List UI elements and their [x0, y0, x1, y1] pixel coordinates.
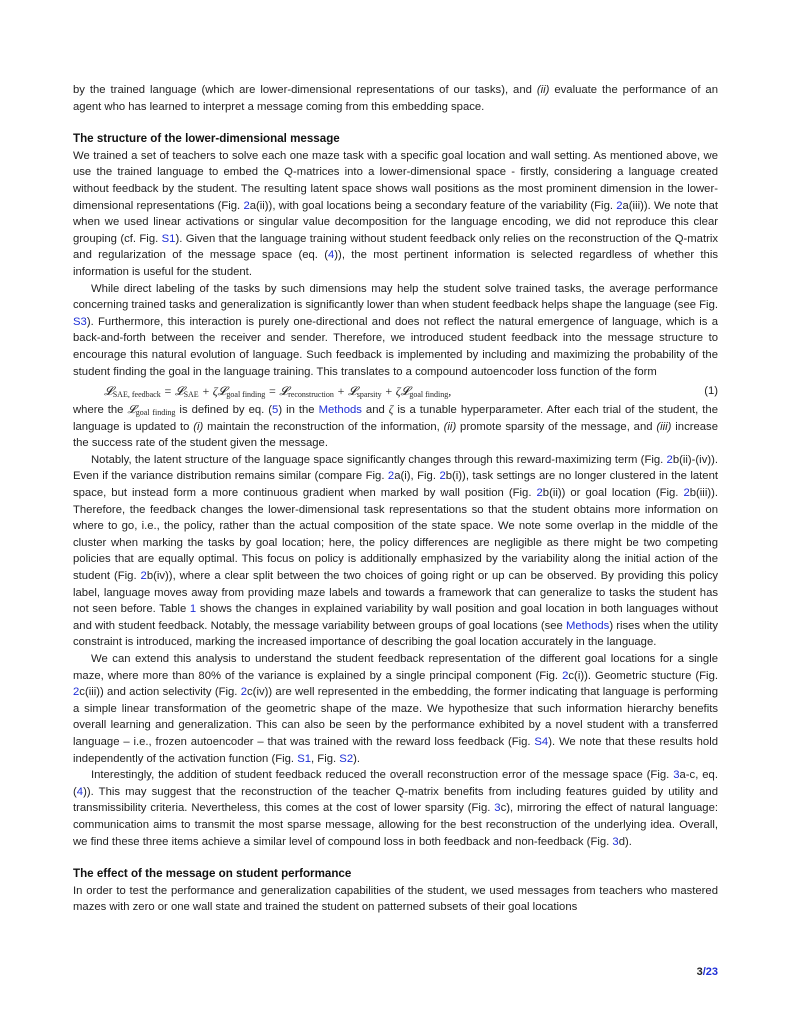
figure-link[interactable]: S3	[73, 315, 87, 328]
page-current: 3	[696, 966, 703, 978]
inline-math: ζ	[388, 404, 394, 417]
text: ) rises when the utility constraint is introduced, marking the increased importance of describing the goal location accurately in the language.	[73, 619, 718, 649]
figure-link[interactable]: 2	[666, 453, 673, 466]
text: Notably, the latent structure of the language space significantly changes through this reward-maximizing term (Fig.	[91, 453, 667, 466]
figure-link[interactable]: 2	[140, 570, 147, 583]
table-link[interactable]: 1	[189, 603, 197, 616]
text: ). Furthermore, this interaction is purely one-directional and does not reflect the natural emergence of language, which is a back-and-forth between the receiver and sender. Therefore, we introduced student feedback into the message structure to encourage this natural evolution of language. Such feedback is implemented by including and maximizing the probability of the student finding the goal in the language training. This translates to a compound autoencoder loss function of the form	[73, 315, 718, 378]
inline-math: 𝓛$_{goal finding}$	[127, 404, 176, 418]
text: )), the most pertinent information is selected regardless of whether this information is useful for the student.	[73, 249, 718, 278]
page-separator: /	[702, 966, 706, 978]
text: c(iv)) are well represented in the embedding, the former indicating that language is performing a simple linear transformation of the geometric shape of the maze. We hypothesize that such information hierarchy benefits overall learning and generalization. This can also be seen by the performance exhibited by a novel student with a transferred language – i.e., frozen autoencoder – that was trained with the reward loss feedback (Fig.	[73, 686, 718, 748]
text: )). This may suggest that the reconstruction of the teacher Q-matrix benefits from including features guided by utility and transmissibility criteria. Nevertheless, this comes at the cost of lower sparsity (Fig.	[73, 785, 718, 815]
enum-marker: (ii)	[536, 84, 550, 96]
equation-link[interactable]: 4	[76, 785, 84, 798]
text: b(iv)), where a clear split between the two choices of going right or up can be observed. By providing this policy label, language moves away from providing maze labels and towards a framework that can generalize to tasks the student has not seen before. Table	[73, 570, 719, 616]
text: b(ii)) or goal location (Fig.	[542, 487, 684, 500]
text: c(iii)) and action selectivity (Fig.	[79, 686, 241, 699]
equation-expression: 𝓛$_{SAE, feedback}$ = 𝓛$_{SAE}$ + ζ𝓛$_{goal finding}$ = 𝓛$_{reconstruction}$ + 𝓛$_{sparsity}$ + ζ𝓛$_{goal finding}$,	[104, 384, 452, 400]
figure-link[interactable]: 3	[673, 769, 680, 782]
text: a(iii)). We note that when we used linear activations or singular value decomposition for the language encoding, we did not reproduce this clear grouping (cf. Fig.	[73, 199, 718, 245]
figure-link[interactable]: 2	[562, 669, 569, 682]
paragraph-5	[73, 651, 718, 767]
paper-page	[73, 82, 718, 916]
figure-link[interactable]: S1	[161, 232, 176, 245]
text: increase the success rate of the student given the message.	[73, 420, 718, 450]
section-heading: The structure of the lower-dimensional message	[73, 132, 340, 146]
text: Interestingly, the addition of student feedback reduced the overall reconstruction error of the message space (Fig.	[91, 769, 674, 782]
figure-link[interactable]: 3	[494, 802, 501, 815]
equation-1	[73, 381, 718, 402]
paragraph-6	[73, 767, 718, 850]
enum-marker: (i)	[193, 420, 204, 433]
paragraph-1	[73, 148, 718, 281]
text: a(i), Fig.	[394, 470, 440, 483]
section-heading: The effect of the message on student performance	[73, 867, 352, 881]
figure-link[interactable]: S1	[297, 752, 312, 765]
figure-link[interactable]: 2	[439, 470, 446, 483]
text: by the trained language (which are lower-dimensional representations of our tasks), and	[73, 84, 537, 96]
equation-number: (1)	[704, 385, 718, 398]
text: c), mirroring the effect of natural language: communication aims to transmit the most sparse message, allowing for the best reconstruction of the underlying idea. Overall, we find these three items achieve a similar level of compound loss in both feedback and non-feedback (Fig.	[73, 802, 718, 848]
text: We can extend this analysis to understand the student feedback representation of the different goal locations for a single maze, where more than 80% of the variance is explained by a single principal component (Fig.	[73, 653, 718, 682]
text: While direct labeling of the tasks by such dimensions may help the student solve trained tasks, the average performance concerning trained tasks and generalization is significantly lower than when student feedback helps shape the language (see Fig.	[73, 282, 718, 312]
intro-paragraph	[73, 82, 718, 115]
text: maintain the reconstruction of the information,	[203, 420, 444, 433]
paragraph-4	[73, 452, 718, 651]
figure-link[interactable]: S2	[339, 752, 354, 765]
text: ).	[353, 752, 361, 765]
text: where the	[73, 404, 128, 417]
enum-marker: (iii)	[656, 420, 672, 433]
text: c(i)). Geometric stucture (Fig.	[568, 669, 718, 682]
paragraph-2	[73, 281, 718, 381]
text: shows the changes in explained variability by wall position and goal location in both languages without and with student feedback. Notably, the message variability between groups of goal locations (see	[73, 603, 718, 632]
text: We trained a set of teachers to solve each one maze task with a specific goal location and wall setting. As mentioned above, we use the trained language to embed the Q-matrices into a lower-dimensional space - firstly, considering a language created without feedback by the student. The resulting latent space shows wall positions as the most prominent dimension in the lower-dimensional representations (Fig.	[73, 149, 718, 212]
page-total-link[interactable]: 23	[705, 966, 718, 978]
text: a(ii)), with goal locations being a secondary feature of the variability (Fig.	[249, 199, 617, 212]
text: and	[361, 404, 389, 417]
text: promote sparsity of the message, and	[456, 420, 657, 433]
figure-link[interactable]: 2	[536, 487, 543, 500]
paragraph-3	[73, 402, 718, 452]
equation-link[interactable]: 5	[272, 404, 279, 417]
text: ). Given that the language training without student feedback only relies on the reconstruction of the Q-matrix and regularization of the message space (eq. (	[73, 232, 719, 262]
figure-link[interactable]: 2	[387, 470, 395, 483]
text: , Fig.	[311, 752, 340, 765]
text: is defined by eq. (	[175, 404, 273, 417]
text: b(ii)-(iv)). Even if the variance distribution remains similar (compare Fig.	[73, 453, 718, 483]
text: evaluate the performance of an agent who has learned to interpret a message coming from this embedding space.	[73, 84, 718, 113]
enum-marker: (ii)	[443, 420, 457, 433]
text: b(i)), task settings are no longer clustered in the latent space, but instead form a more continuous gradient when marked by wall position (Fig.	[73, 470, 718, 500]
text: ). We note that these results hold independently of the activation function (Fig.	[73, 735, 718, 765]
text: a-c, eq. (	[73, 769, 718, 798]
methods-link[interactable]: Methods	[318, 404, 362, 417]
methods-link[interactable]: Methods	[565, 619, 610, 632]
text: is a tunable hyperparameter. After each trial of the student, the language is updated to	[73, 404, 718, 433]
figure-link[interactable]: 3	[612, 835, 619, 848]
figure-link[interactable]: 2	[243, 199, 250, 212]
page-number	[697, 966, 718, 978]
figure-link[interactable]: 2	[616, 199, 623, 212]
figure-link[interactable]: 2	[683, 487, 690, 500]
figure-link[interactable]: 2	[73, 686, 80, 699]
figure-link[interactable]: S4	[534, 735, 549, 748]
text: ) in the	[278, 404, 319, 417]
equation-link[interactable]: 4	[328, 249, 335, 262]
figure-link[interactable]: 2	[240, 686, 248, 699]
paragraph-7: In order to test the performance and generalization capabilities of the student, we used messages from teachers who mastered mazes with zero or one wall state and trained the student on patterned subsets of their goal locations	[73, 884, 718, 914]
text: d).	[618, 835, 632, 848]
text: b(iii)). Therefore, the feedback changes the lower-dimensional task representations so that the student obtains more information on where to go, i.e., the policy, rather than the actual composition of the state space. We note some overlap in the middle of the cluster when marking the tasks by goal location; here, the policy differences are negligible as there might be two competing policies that are equally optimal. This focus on policy is additionally emphasized by the variability along the initial action of the student (Fig.	[73, 487, 718, 583]
